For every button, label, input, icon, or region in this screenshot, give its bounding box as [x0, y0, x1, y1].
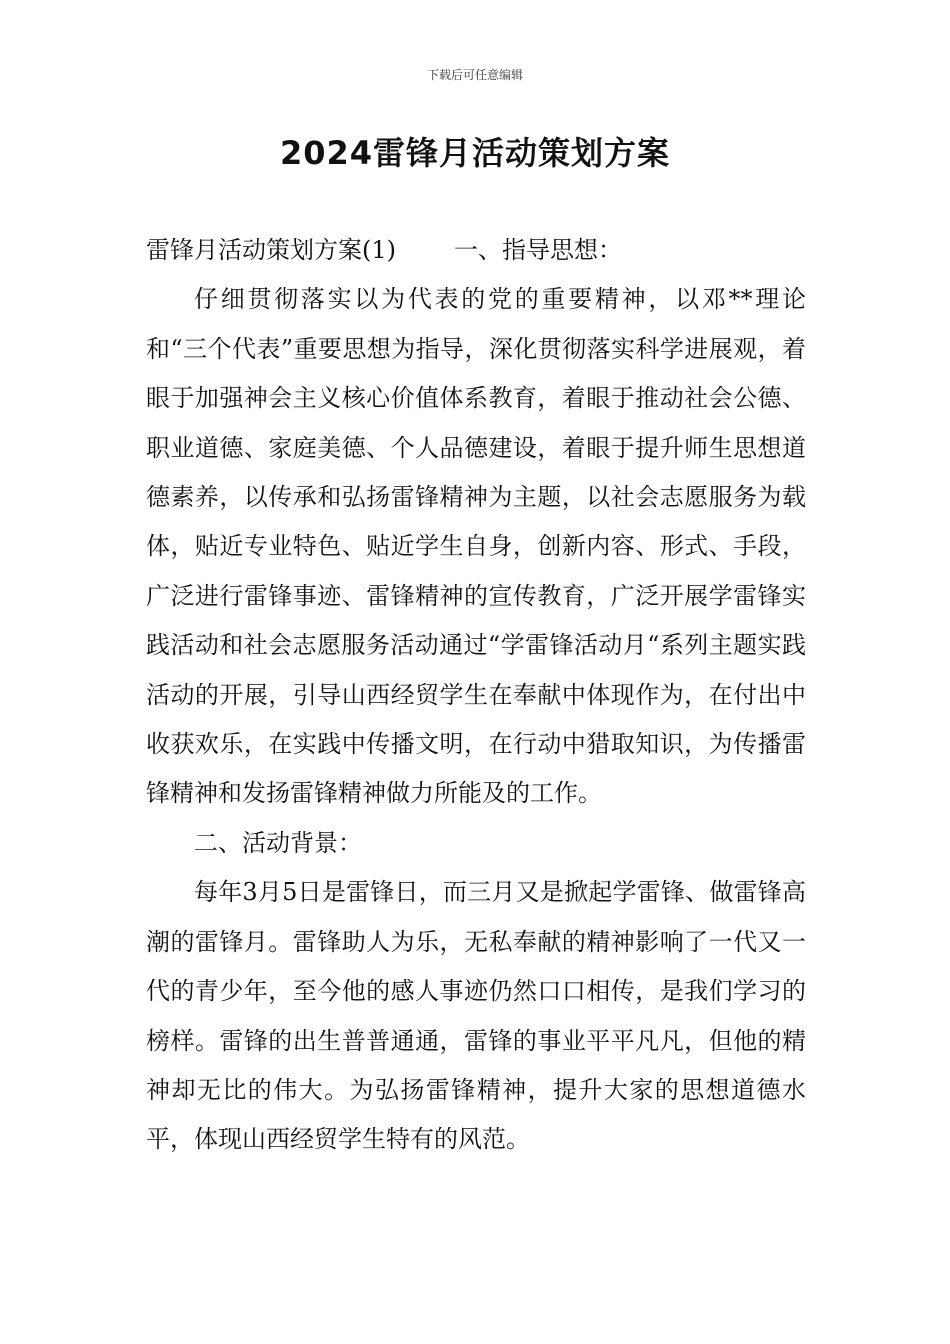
section2-heading: 二、活动背景： [194, 828, 362, 857]
section2-paragraph: 每年3月5日是雷锋日，而三月又是掀起学雷锋、做雷锋高潮的雷锋月。雷锋助人为乐，无私奉献的精神影响了一代又一代的青少年，至今他的感人事迹仍然口口相传，是我们学习的榜样。雷锋的出生普普通通，雷锋的事业平平凡凡，但他的精神却无比的伟大。为弘扬雷锋精神，提升大家的思想道德水平，体现山西经贸学生特有的风范。 [146, 878, 806, 1154]
section1-paragraph: 仔细贯彻落实以为代表的党的重要精神，以邓**理论和“三个代表”重要思想为指导，深化贯彻落实科学进展观，着眼于加强神会主义核心价值体系教育，着眼于推动社会公德、职业道德、家庭美德、个人品德建设，着眼于提升师生思想道德素养，以传承和弘扬雷锋精神为主题，以社会志愿服务为载体，贴近专业特色、贴近学生自身，创新内容、形式、手段，广泛进行雷锋事迹、雷锋精神的宣传教育，广泛开展学雷锋实践活动和社会志愿服务活动通过“学雷锋活动月“系列主题实践活动的开展，引导山西经贸学生在奉献中体现作为，在付出中收获欢乐，在实践中传播文明，在行动中猎取知识，为传播雷锋精神和发扬雷锋精神做力所能及的工作。 [146, 285, 806, 808]
subtitle-line [146, 226, 806, 275]
document-body [146, 226, 806, 1165]
page-header-note: 下载后可任意编辑 [426, 68, 523, 82]
document-title: 2024雷锋月活动策划方案 [279, 134, 671, 172]
document-subtitle: 雷锋月活动策划方案(1) [146, 236, 396, 264]
section1-heading: 一、指导思想： [454, 236, 622, 264]
